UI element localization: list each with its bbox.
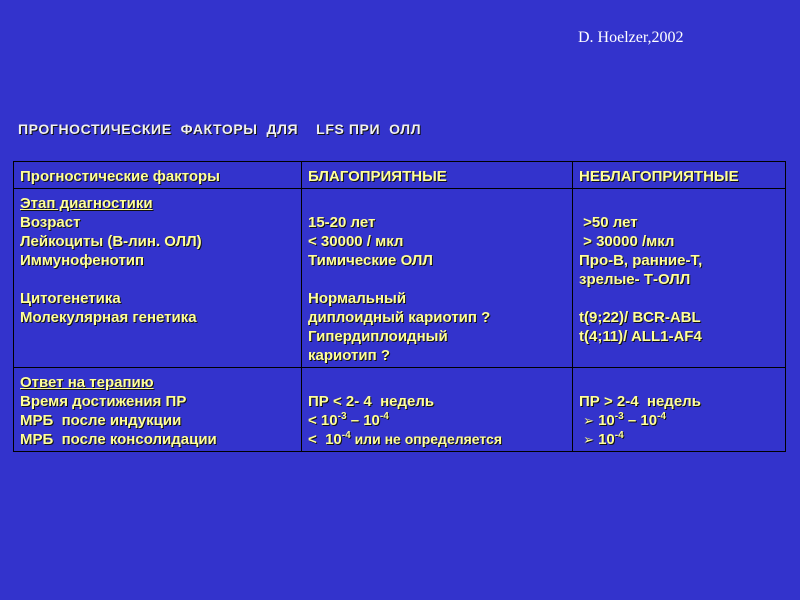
fav-leukocytes-value: < 30000 / мкл: [308, 233, 404, 250]
therapy-row: [14, 368, 786, 452]
arrow-bullet-icon: ➢: [583, 413, 595, 428]
unf-mrd-consolidation-value: ➢ $10^{-4}$: [583, 430, 624, 448]
unf-age-value: >50 лет: [579, 214, 638, 231]
therapy-response-label: Ответ на терапию: [20, 374, 154, 391]
diagnosis-row: [14, 189, 786, 368]
fav-mrd-consolidation-value: < $10^{-4}$ или не определяется: [308, 430, 503, 448]
unf-time-value: ПР > 2-4 недель: [579, 393, 701, 410]
diagnosis-unfavorable-cell: [573, 189, 786, 368]
fav-time-value: ПР < 2- 4 недель: [308, 393, 435, 410]
header-favorable-cell: [302, 162, 573, 189]
fav-cytogenetics-line-2: диплоидный кариотип ?: [308, 309, 491, 326]
immunophenotype-label: Иммунофенотип: [20, 252, 145, 269]
unf-leukocytes-value: > 30000 /мкл: [579, 233, 675, 250]
therapy-unfavorable-cell: [573, 368, 786, 452]
header-factors: Прогностические факторы: [20, 168, 220, 185]
prognostic-factors-table: [13, 161, 786, 452]
author-citation: D. Hoelzer,2002: [578, 29, 684, 46]
slide-title: ПРОГНОСТИЧЕСКИЕ ФАКТОРЫ ДЛЯ LFS ПРИ ОЛЛ: [18, 121, 422, 137]
time-to-cr-label: Время достижения ПР: [20, 393, 187, 410]
fav-cytogenetics-line-4: кариотип ?: [308, 347, 390, 364]
header-unfavorable: НЕБЛАГОПРИЯТНЫЕ: [579, 168, 739, 185]
unf-mrd-induction-value: ➢ $10^{-3} - 10^{-4}$: [583, 411, 666, 429]
diagnosis-favorable-cell: [302, 189, 573, 368]
table-header-row: [14, 162, 786, 189]
unf-molecular-line-2: t(4;11)/ ALL1-AF4: [579, 328, 702, 345]
header-factors-cell: [14, 162, 302, 189]
arrow-bullet-icon: ➢: [583, 432, 595, 447]
diagnosis-factors-cell: [14, 189, 302, 368]
header-unfavorable-cell: [573, 162, 786, 189]
molecular-genetics-label: Молекулярная генетика: [20, 309, 197, 326]
leukocytes-label: Лейкоциты (В-лин. ОЛЛ): [20, 233, 202, 250]
mrd-induction-label: МРБ после индукции: [20, 412, 182, 429]
unf-molecular-line-1: t(9;22)/ BCR-ABL: [579, 309, 701, 326]
unf-immunophenotype-line-1: Про-В, ранние-Т,: [579, 252, 703, 269]
header-favorable: БЛАГОПРИЯТНЫЕ: [308, 168, 447, 185]
mrd-consolidation-label: МРБ после консолидации: [20, 431, 217, 448]
fav-cytogenetics-line-1: Нормальный: [308, 290, 407, 307]
therapy-factors-cell: [14, 368, 302, 452]
stage-diagnosis-label: Этап диагностики: [20, 195, 153, 212]
age-label: Возраст: [20, 214, 81, 231]
therapy-favorable-cell: [302, 368, 573, 452]
fav-cytogenetics-line-3: Гипердиплоидный: [308, 328, 448, 345]
cytogenetics-label: Цитогенетика: [20, 290, 121, 307]
fav-age-value: 15-20 лет: [308, 214, 376, 231]
fav-immunophenotype-value: Тимические ОЛЛ: [308, 252, 433, 269]
unf-immunophenotype-line-2: зрелые- Т-ОЛЛ: [579, 271, 691, 288]
fav-mrd-induction-value: < $10^{-3} - 10^{-4}$: [308, 411, 389, 429]
